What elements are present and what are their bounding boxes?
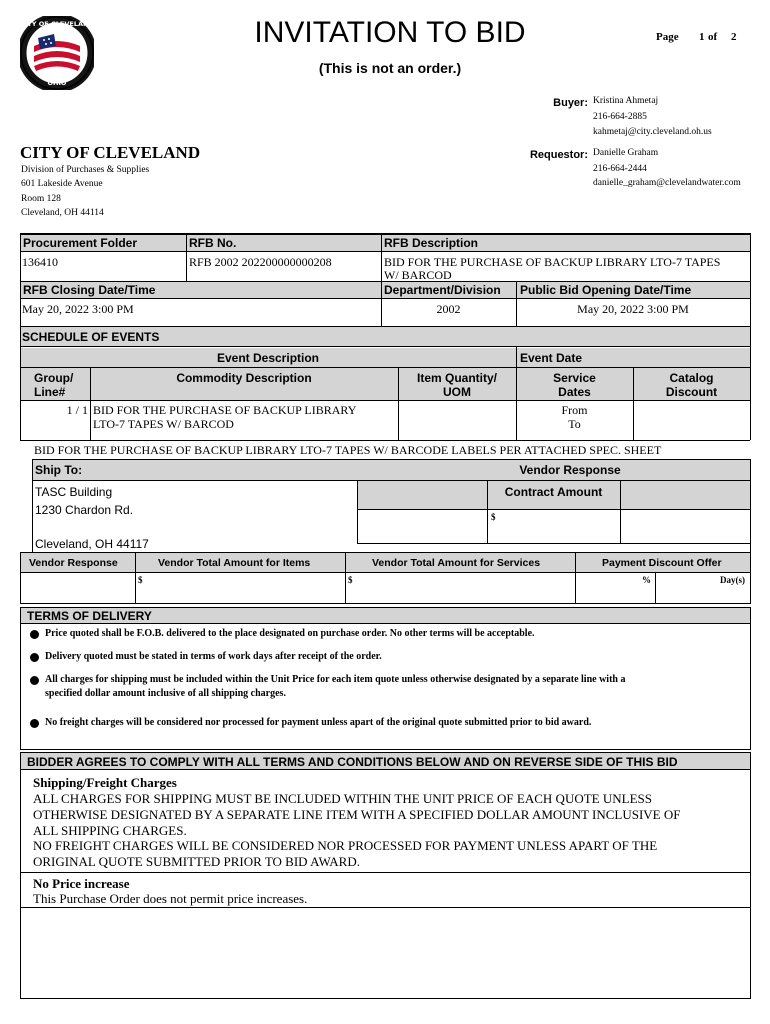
page-current: 1 [699, 31, 705, 43]
page-label: Page [656, 31, 679, 43]
item-quantity-header-2: UOM [443, 385, 471, 399]
commodity-line1: BID FOR THE PURCHASE OF BACKUP LIBRARY [93, 403, 357, 417]
vendor-response-header: Vendor Response [519, 463, 621, 477]
service-from: From [561, 403, 588, 417]
term-item-1: Price quoted shall be F.O.B. delivered to the place designated on purchase order. No other terms will be acceptable. [45, 628, 535, 639]
catalog-discount-header-1: Catalog [669, 371, 714, 385]
term-item-3: All charges for shipping must be included within the Unit Price for each item quote unless otherwise designated by a separate line with a [45, 674, 626, 685]
contract-amount-dollar: $ [491, 512, 496, 522]
group-line-header-2: Line# [34, 385, 66, 399]
bid-opening-label: Public Bid Opening Date/Time [520, 283, 692, 297]
commodity-line2: LTO-7 TAPES W/ BARCOD [93, 417, 234, 431]
requestor-phone: 216-664-2444 [593, 164, 647, 174]
requestor-email: danielle_graham@clevelandwater.com [593, 178, 741, 188]
department-label: Department/Division [384, 283, 501, 297]
procurement-folder-value: 136410 [22, 255, 58, 269]
bullet-icon [30, 676, 39, 685]
term-item-4: No freight charges will be considered nor processed for payment unless apart of the original quote submitted prior to bid award. [45, 717, 592, 728]
terms-title: TERMS OF DELIVERY [27, 609, 152, 623]
buyer-label: Buyer: [553, 97, 588, 109]
rfb-description-line1: BID FOR THE PURCHASE OF BACKUP LIBRARY LTO-7 TAPES [384, 255, 721, 269]
total-services-dollar: $ [348, 575, 353, 585]
vendor-response-label: Vendor Response [29, 557, 118, 569]
full-item-description: BID FOR THE PURCHASE OF BACKUP LIBRARY LTO-7 TAPES W/ BARCODE LABELS PER ATTACHED SPEC. SHEET [34, 443, 662, 457]
total-items-dollar: $ [138, 575, 143, 585]
page-subtitle: (This is not an order.) [318, 60, 462, 76]
item-quantity-header-1: Item Quantity/ [416, 371, 497, 385]
total-services-label: Vendor Total Amount for Services [372, 557, 541, 569]
payment-discount-label: Payment Discount Offer [602, 557, 722, 569]
contract-amount-label: Contract Amount [504, 485, 603, 499]
event-date-header: Event Date [520, 351, 583, 365]
requestor-name: Danielle Graham [593, 148, 659, 158]
contract-amount-input[interactable] [500, 511, 618, 541]
shipping-line-3: ALL SHIPPING CHARGES. [33, 823, 187, 838]
page-of: of [708, 31, 718, 43]
org-street: 601 Lakeside Avenue [21, 179, 103, 189]
total-items-input[interactable] [146, 574, 343, 602]
group-line-header-1: Group/ [34, 371, 74, 385]
bid-opening-value: May 20, 2022 3:00 PM [577, 302, 689, 316]
org-room: Room 128 [21, 194, 61, 204]
svg-text:CITY OF CLEVELAND: CITY OF CLEVELAND [20, 20, 94, 28]
discount-percent: % [642, 575, 651, 585]
shipping-freight-title: Shipping/Freight Charges [33, 775, 177, 790]
discount-percent-input[interactable] [577, 574, 639, 602]
discount-days-input[interactable] [657, 574, 717, 602]
rfb-no-value: RFB 2002 202200000000208 [189, 255, 332, 269]
shipping-line-4: NO FREIGHT CHARGES WILL BE CONSIDERED NOR PROCESSED FOR PAYMENT UNLESS APART OF THE [33, 838, 658, 853]
buyer-phone: 216-664-2885 [593, 112, 647, 122]
ship-to-line2: 1230 Chardon Rd. [35, 503, 134, 517]
svg-text:OHIO: OHIO [47, 79, 67, 87]
org-name: CITY OF CLEVELAND [20, 143, 201, 162]
org-division: Division of Purchases & Supplies [21, 165, 150, 175]
service-dates-header-2: Dates [558, 385, 591, 399]
contract-amount-shaded-2 [621, 481, 750, 509]
page-title: INVITATION TO BID [254, 16, 526, 49]
requestor-label: Requestor: [529, 149, 588, 161]
rfb-closing-label: RFB Closing Date/Time [23, 283, 156, 297]
catalog-discount-header-2: Discount [665, 385, 718, 399]
term-item-2: Delivery quoted must be stated in terms of work days after receipt of the order. [45, 651, 382, 662]
shipping-line-2: OTHERWISE DESIGNATED BY A SEPARATE LINE ITEM WITH A SPECIFIED DOLLAR AMOUNT INCLUSIVE OF [33, 807, 681, 822]
vendor-response-input[interactable] [22, 574, 133, 602]
ship-to-line1: TASC Building [35, 485, 113, 499]
page-total: 2 [731, 31, 737, 43]
shipping-line-5: ORIGINAL QUOTE SUBMITTED PRIOR TO BID AWARD. [33, 854, 360, 869]
price-increase-text: This Purchase Order does not permit price increases. [33, 891, 308, 906]
bullet-icon [30, 719, 39, 728]
rfb-closing-value: May 20, 2022 3:00 PM [22, 302, 134, 316]
bullet-icon [30, 653, 39, 662]
agree-title: BIDDER AGREES TO COMPLY WITH ALL TERMS AND CONDITIONS BELOW AND ON REVERSE SIDE OF THIS BID [27, 755, 678, 769]
ship-to-line3: Cleveland, OH 44117 [35, 537, 149, 551]
department-value: 2002 [436, 302, 461, 316]
rfb-description-label: RFB Description [384, 236, 479, 250]
service-dates-header-1: Service [553, 371, 596, 385]
ship-to-label: Ship To: [35, 463, 83, 477]
buyer-email: kahmetaj@city.cleveland.oh.us [593, 127, 712, 137]
procurement-folder-label: Procurement Folder [23, 236, 138, 250]
price-increase-title: No Price increase [33, 876, 130, 891]
rfb-no-label: RFB No. [189, 236, 237, 250]
commodity-description-header: Commodity Description [176, 371, 312, 385]
line-number: 1 / 1 [66, 403, 88, 417]
event-description-header: Event Description [216, 351, 320, 365]
buyer-name: Kristina Ahmetaj [593, 96, 659, 106]
discount-days: Day(s) [720, 575, 745, 585]
shipping-line-1: ALL CHARGES FOR SHIPPING MUST BE INCLUDED WITHIN THE UNIT PRICE OF EACH QUOTE UNLESS [33, 791, 652, 806]
total-services-input[interactable] [356, 574, 573, 602]
bullet-icon [30, 630, 39, 639]
service-to: To [568, 417, 581, 431]
schedule-title: SCHEDULE OF EVENTS [22, 330, 160, 344]
org-city: Cleveland, OH 44114 [21, 208, 104, 218]
rfb-description-line2: W/ BARCOD [384, 268, 452, 280]
city-seal-logo [20, 16, 94, 90]
term-item-3-cont: specified dollar amount inclusive of all shipping charges. [45, 688, 286, 699]
total-items-label: Vendor Total Amount for Items [158, 557, 311, 569]
